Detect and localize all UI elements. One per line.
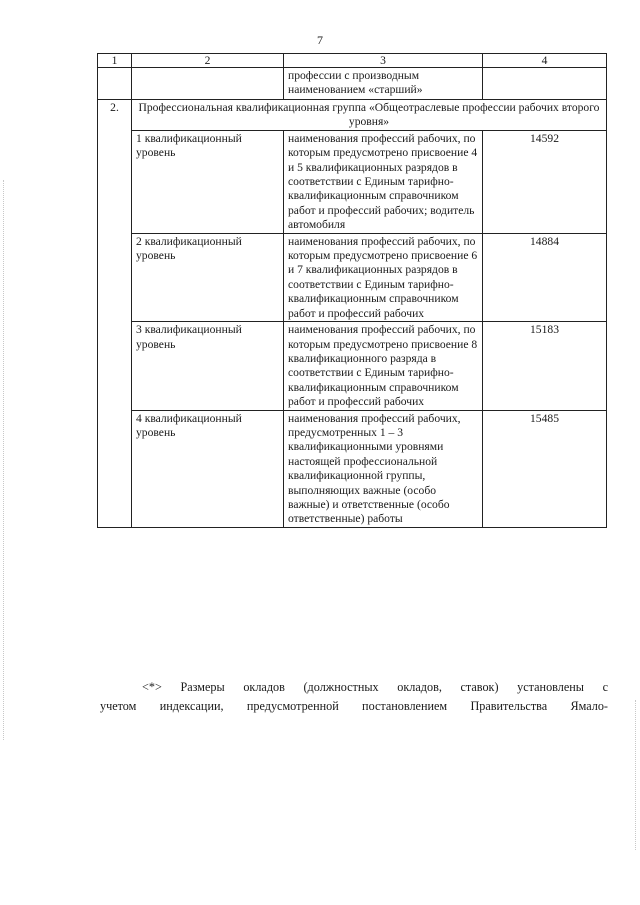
scan-edge-mark [3, 180, 5, 740]
scan-edge-mark [635, 700, 637, 850]
table-header-row [98, 54, 607, 68]
continuation-text: профессии с производным наименованием «старший» [284, 68, 483, 100]
table-row [98, 233, 607, 321]
level-description: наименования профессий рабочих, по которым предусмотрено присвоение 4 и 5 квалификационных разрядов в соответствии с Единым тарифно-квалификационным справочником работ и профессий рабочих; водитель автомобиля [284, 130, 483, 233]
group-title: Профессиональная квалификационная группа «Общеотраслевые профессии рабочих второго уровня» [132, 100, 607, 131]
header-col-1: 1 [98, 54, 132, 68]
level-name: 2 квалификационный уровень [132, 233, 284, 321]
level-description: наименования профессий рабочих, по которым предусмотрено присвоение 8 квалификационного разряда в соответствии с Единым тарифно-квалификационным справочником работ и профессий рабочих [284, 322, 483, 410]
salary-value: 14884 [483, 233, 607, 321]
header-col-3: 3 [284, 54, 483, 68]
footnote-line-2: учетом индексации, предусмотренной постановлением Правительства Ямало- [100, 699, 608, 713]
level-name: 4 квалификационный уровень [132, 410, 284, 527]
salary-table [97, 53, 607, 528]
table-row [98, 130, 607, 233]
table-cell [98, 68, 132, 100]
continuation-row [98, 68, 607, 100]
salary-value: 14592 [483, 130, 607, 233]
table-cell [483, 68, 607, 100]
salary-value: 15485 [483, 410, 607, 527]
group-row [98, 100, 607, 131]
level-description: наименования профессий рабочих, предусмотренных 1 – 3 квалификационными уровнями настоящей профессиональной квалификационной группы, выполняющих важные (особо важные) и ответственные (особо ответственные) работы [284, 410, 483, 527]
level-description: наименования профессий рабочих, по которым предусмотрено присвоение 6 и 7 квалификационных разрядов в соответствии с Единым тарифно-квалификационным справочником работ и профессий рабочих [284, 233, 483, 321]
level-name: 1 квалификационный уровень [132, 130, 284, 233]
header-col-4: 4 [483, 54, 607, 68]
level-name: 3 квалификационный уровень [132, 322, 284, 410]
header-col-2: 2 [132, 54, 284, 68]
footnote-line-1: <*> Размеры окладов (должностных окладов, ставок) установлены с [142, 680, 608, 694]
table-row [98, 410, 607, 527]
table-row [98, 322, 607, 410]
salary-value: 15183 [483, 322, 607, 410]
page-number: 7 [317, 33, 323, 47]
table-cell [132, 68, 284, 100]
group-number: 2. [98, 100, 132, 528]
footnote [100, 678, 608, 716]
